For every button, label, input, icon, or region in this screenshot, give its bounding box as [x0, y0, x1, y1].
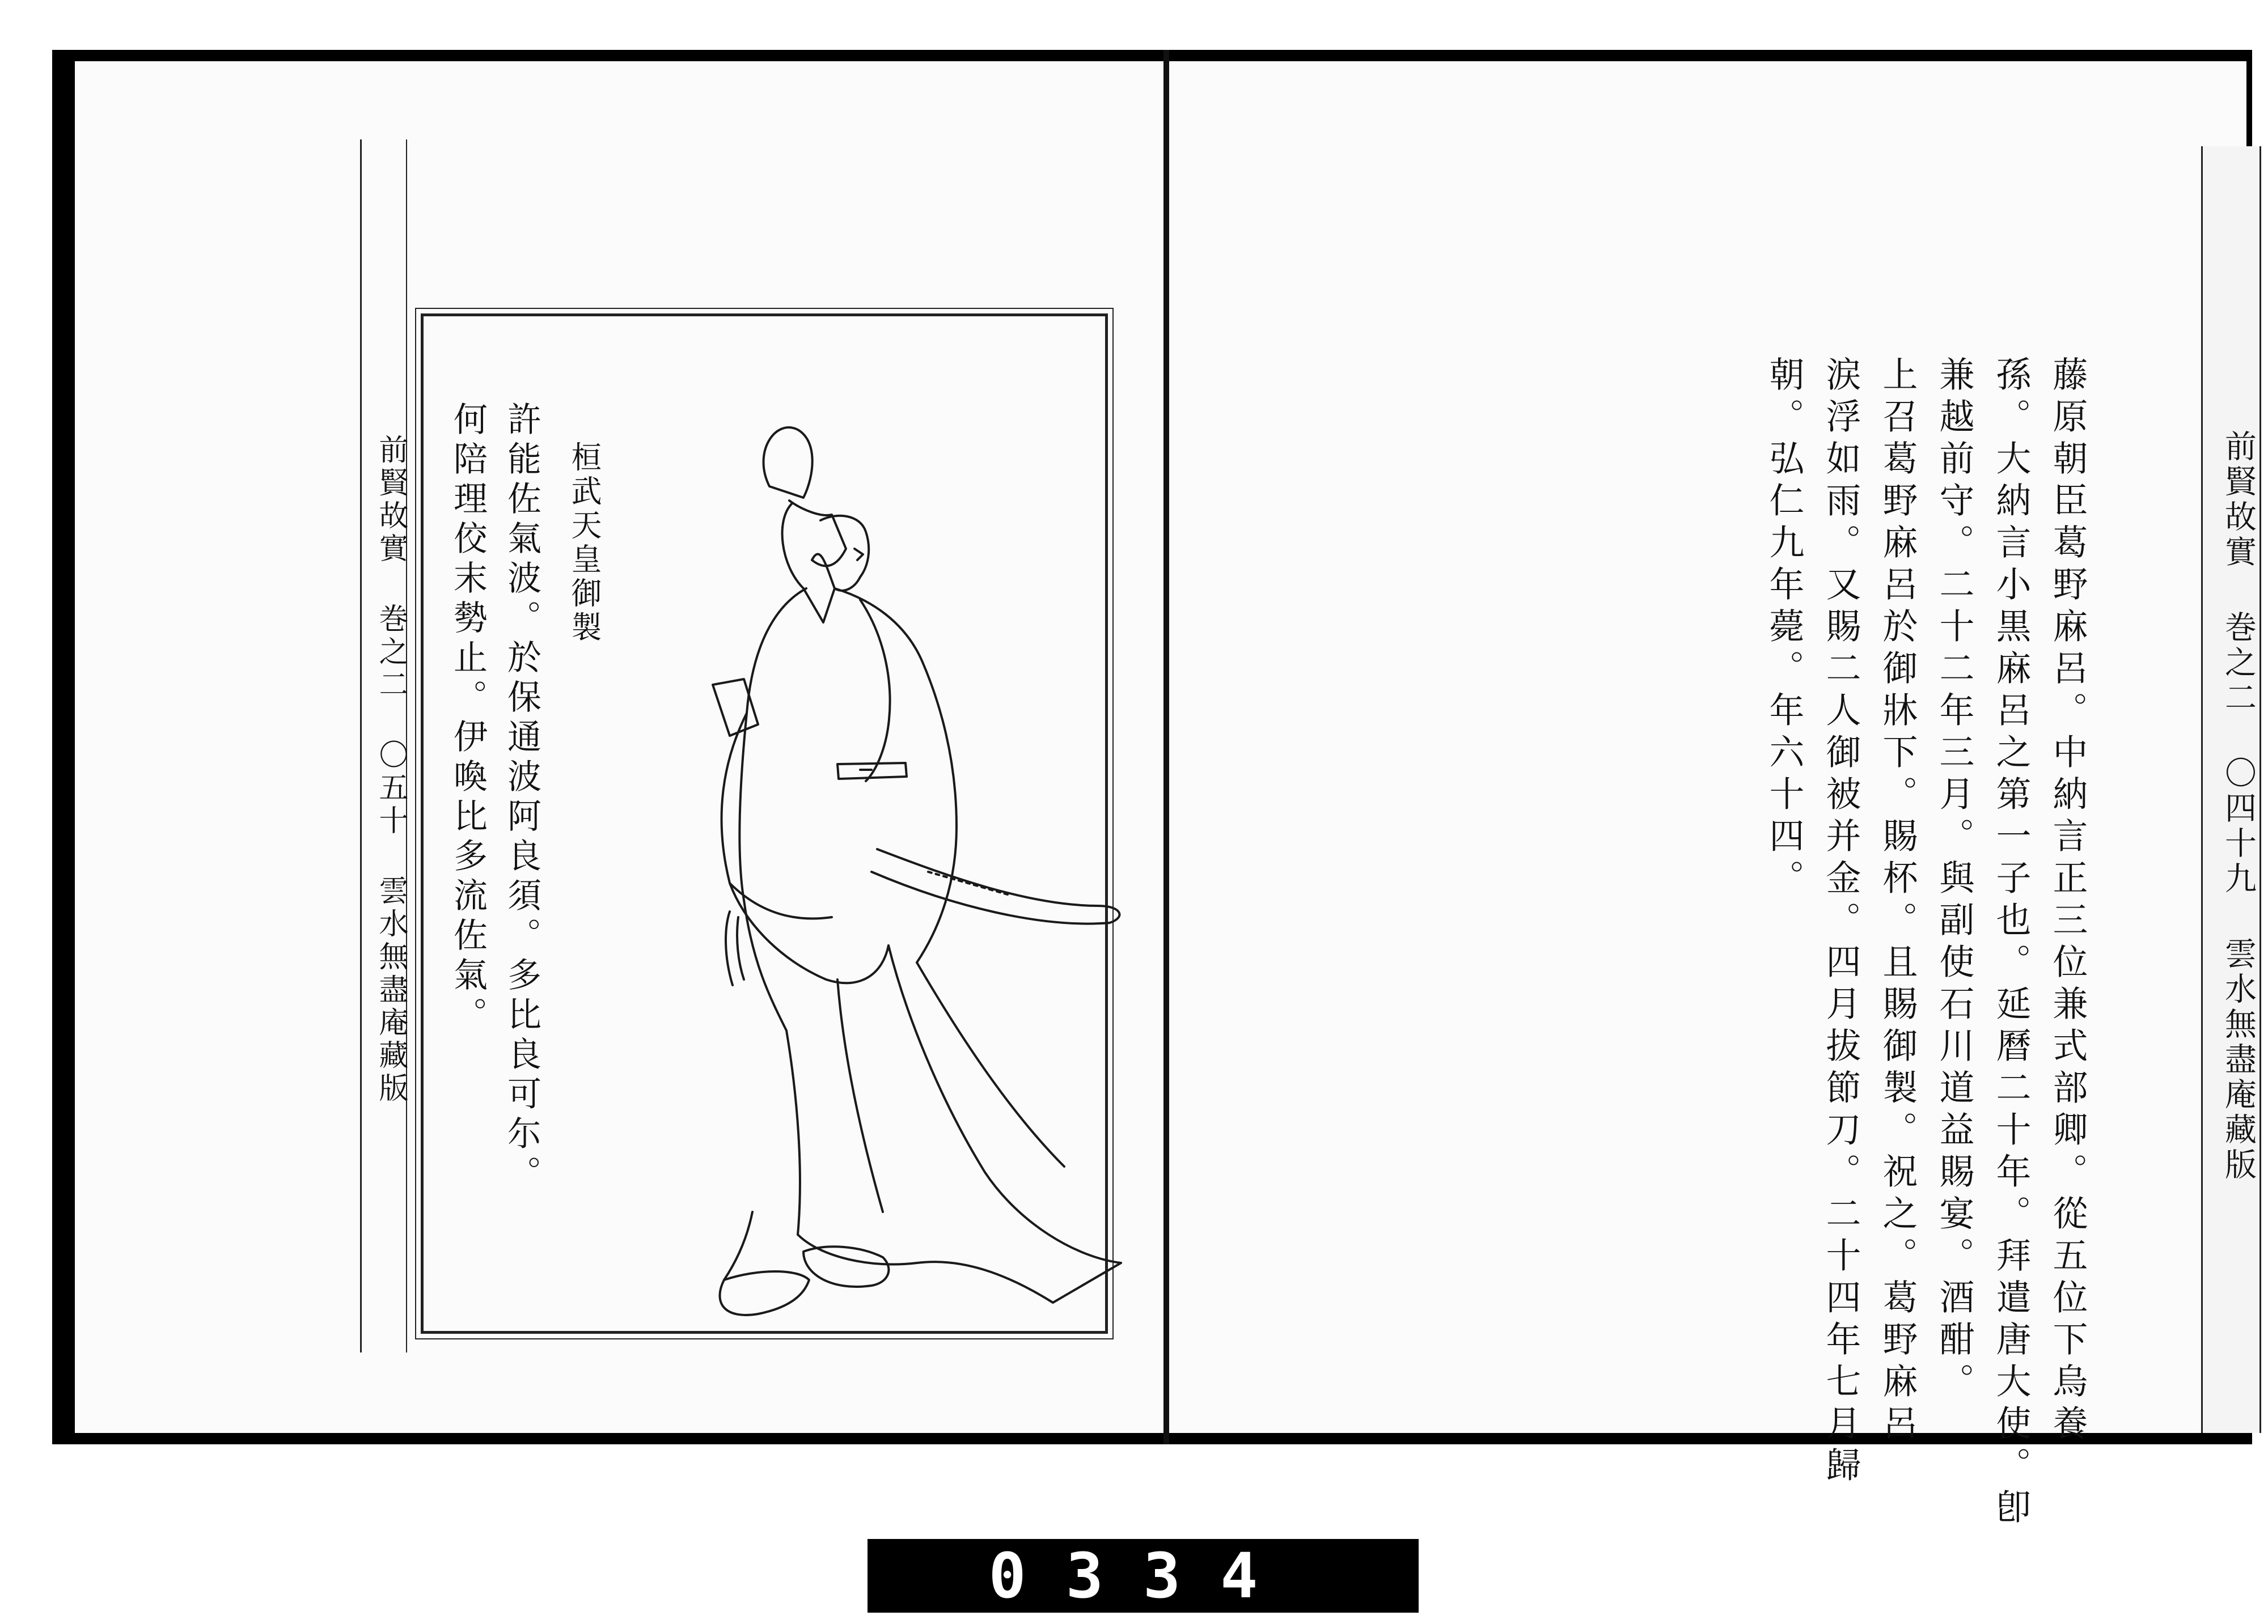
- frame-number: 0334: [988, 1540, 1298, 1612]
- poem-line: 何陪理佼末勢止。伊喚比多流佐氣。: [448, 401, 488, 1036]
- biography-line: 兼越前守。二十二年三月。與副使石川道益賜宴。酒酣。: [1933, 356, 1975, 1405]
- left-page-margin-column: [360, 139, 407, 1352]
- book-scan: [52, 50, 2257, 1530]
- frame-number-label: [868, 1539, 1419, 1613]
- biography-line: 涙浮如雨。又賜二人御被并金。四月拔節刀。二十四年七月歸: [1820, 356, 1861, 1489]
- biography-line: 藤原朝臣葛野麻呂。中納言正三位兼式部卿。從五位下烏養: [2047, 356, 2088, 1447]
- book-spine: [1163, 50, 1169, 1444]
- right-margin-header: 前賢故實 巻之二 〇四十九 雲水無盡庵藏版: [2220, 430, 2257, 1183]
- right-page: [1169, 61, 2257, 1530]
- left-margin-header: 前賢故實 巻之二 〇五十 雲水無盡庵藏版: [374, 434, 408, 1105]
- left-page: [75, 61, 1163, 1433]
- biography-line: 孫。大納言小黒麻呂之第一子也。延曆二十年。拜遣唐大使。卽: [1990, 356, 2032, 1530]
- biography-line: 朝。弘仁九年薨。年六十四。: [1763, 356, 1805, 901]
- biography-line: 上召葛野麻呂於御牀下。賜杯。且賜御製。祝之。葛野麻呂: [1877, 356, 1918, 1447]
- courtier-figure-illustration: [690, 418, 1132, 1320]
- right-page-margin-column: [2201, 146, 2261, 1433]
- poem-line: 許能佐氣波。於保通波阿良須。多比良可尓。: [502, 401, 541, 1195]
- poem-title: 桓武天皇御製: [566, 441, 602, 645]
